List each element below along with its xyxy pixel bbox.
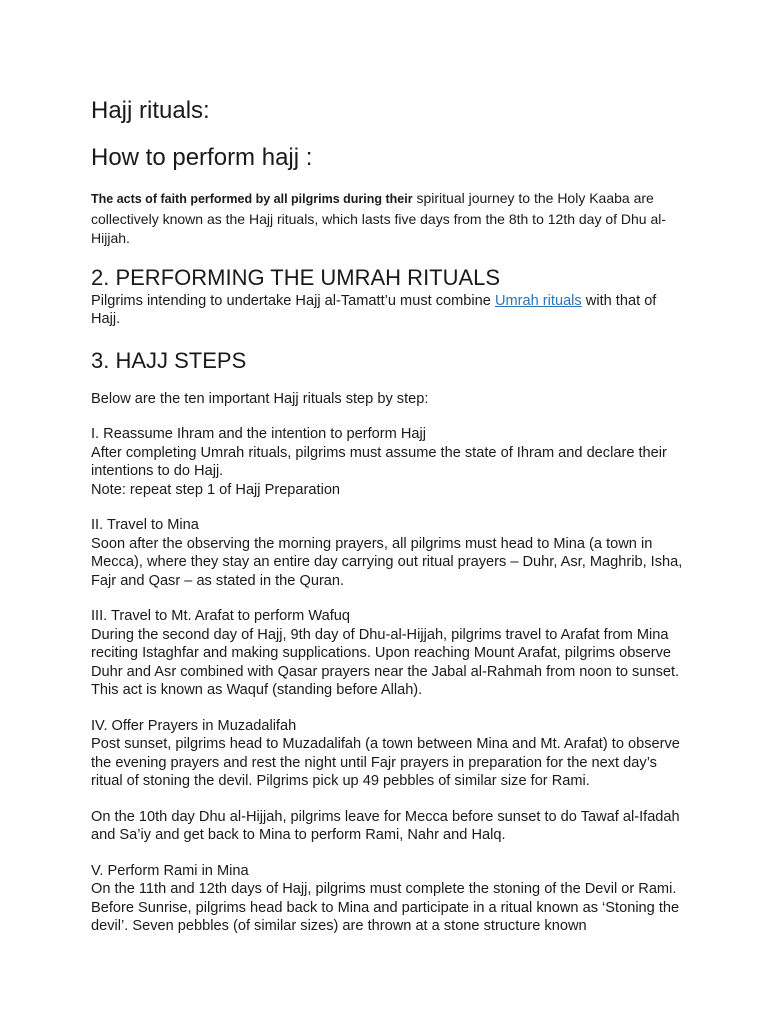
section-2-heading: 2. PERFORMING THE UMRAH RITUALS — [91, 264, 501, 290]
step-4-body: Post sunset, pilgrims head to Muzadalifah (a town between Mina and Mt. Arafat) to observe the evening prayers and rest the night until Fajr prayers in preparation for the next day’s ritual of stoning the devil. Pilgrims pick up 49 pebbles of similar size for Rami. — [91, 736, 680, 789]
step-2-title: II. Travel to Mina — [91, 517, 199, 533]
umrah-rituals-link[interactable]: Umrah rituals — [494, 292, 582, 309]
intro-bold-text: The acts of faith performed by all pilgrims during their — [91, 192, 413, 206]
step-3-body: During the second day of Hajj, 9th day of Dhu-al-Hijjah, pilgrims travel to Arafat from Mina reciting Istaghfar and making supplications. Upon reaching Mount Arafat, pilgrims observe Duhr and Asr combined with Qasar prayers near the Jabal al-Rahmah from noon to sunset. This act is known as Waquf (standing before Allah). — [91, 626, 680, 698]
spacer — [91, 700, 687, 717]
intro-text: spiritual journey to the Holy Kaaba are collectively known as the Hajj rituals, which lasts five days from the 8th to 12th day of Dhu al-Hijjah. — [91, 190, 667, 246]
step-5-title: V. Perform Rami in Mina — [91, 862, 249, 879]
section-2-text-after: with that of Hajj. — [91, 292, 657, 327]
spacer — [91, 329, 687, 347]
step-4-title: IV. Offer Prayers in Muzadalifah — [91, 717, 297, 734]
tenth-day-paragraph: On the 10th day Dhu al-Hijjah, pilgrims leave for Mecca before sunset to do Tawaf al-Ifadah and Sa’iy and get back to Mina to perform Rami, Nahr and Halq. — [91, 808, 680, 843]
step-3-title: III. Travel to Mt. Arafat to perform Wafuq — [91, 608, 350, 624]
step-1-title: I. Reassume Ihram and the intention to perform Hajj — [91, 426, 427, 442]
page-subtitle: How to perform hajj : — [91, 144, 313, 171]
step-1-note: Note: repeat step 1 of Hajj Preparation — [91, 481, 341, 498]
step-5-body: On the 11th and 12th days of Hajj, pilgrims must complete the stoning of the Devil or Rami. Before Sunrise, pilgrims head back to Mina and participate in a ritual known as ‘Stoning the devil’. Seven pebbles (of similar sizes) are thrown at a stone structure known — [91, 881, 680, 934]
document-content — [91, 96, 687, 936]
section-2-text-before: Pilgrims intending to undertake Hajj al-Tamatt’u must combine — [91, 292, 495, 309]
spacer — [91, 375, 687, 390]
spacer — [91, 845, 687, 862]
section-2-paragraph — [91, 292, 687, 329]
step-1-body: After completing Umrah rituals, pilgrims must assume the state of Ihram and declare their intentions to do Hajj. — [91, 444, 667, 479]
page-title: Hajj rituals: — [91, 97, 210, 124]
step-2-body: Soon after the observing the morning prayers, all pilgrims must head to Mina (a town in Mecca), where they stay an entire day carrying out ritual prayers – Duhr, Asr, Maghrib, Isha, Fajr and Qasr – as stated in the Quran. — [91, 535, 683, 589]
section-3-intro: Below are the ten important Hajj rituals step by step: — [91, 390, 429, 407]
spacer — [91, 791, 687, 808]
intro-paragraph — [91, 189, 687, 249]
spacer — [91, 499, 687, 516]
spacer — [91, 408, 687, 425]
section-3-heading: 3. HAJJ STEPS — [91, 347, 247, 373]
spacer — [91, 590, 687, 607]
